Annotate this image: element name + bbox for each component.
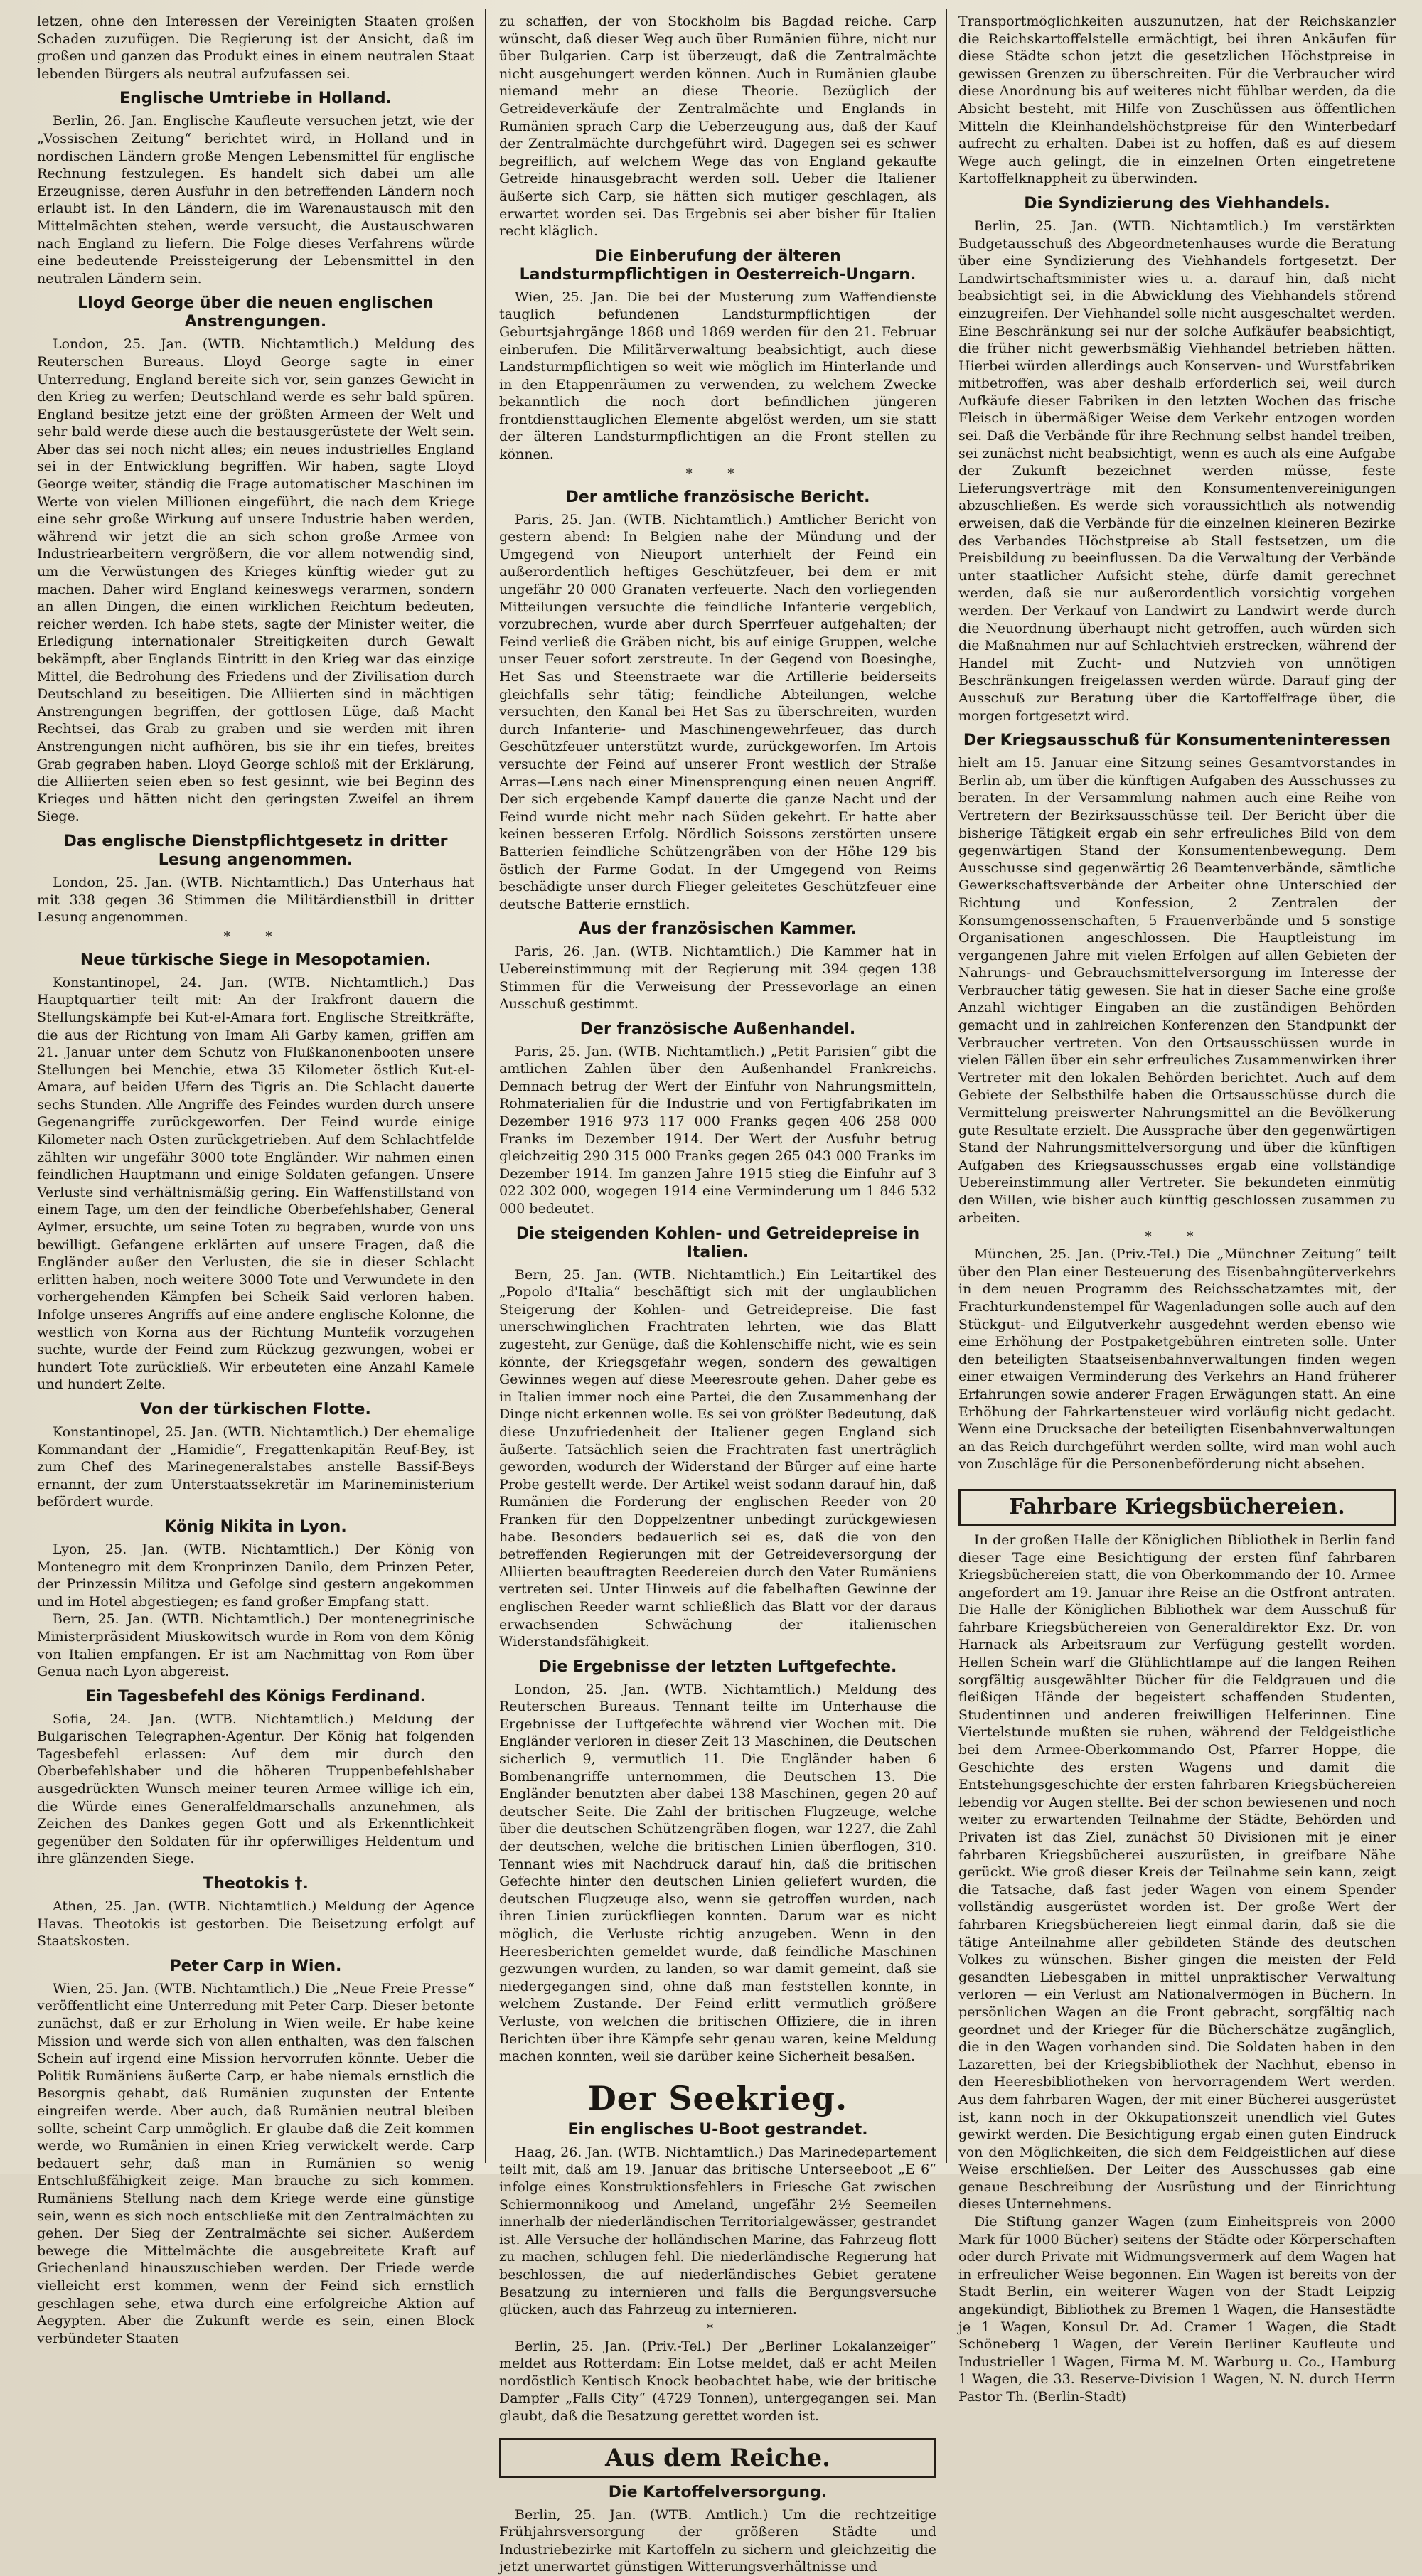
article-text: hielt am 15. Januar eine Sitzung seines Gesamtvorstandes in Berlin ab, um über die künftigen Aufgaben des Ausschusses zu beraten. In der Versammlung nahmen auch eine Reihe von Vertretern der Bezirksausschüsse teil. Der Bericht über die bisherige Tätigkeit ergab ein sehr erfreuliches Bild von dem gegenwärtigen Stand der Konsumentenbewegung. Dem Ausschusse sind gegenwärtig 26 Beamtenverbände, sämtliche Gewerkschaftsverbände der Arbeiter ohne Unterschied der Richtung und Konfession, 2 Zentralen der Konsumgenossenschaften, 5 Frauenverbände und 5 sonstige Organisationen angeschlossen. Die Hauptleistung im vergangenen Jahre mit vielen Erfolgen auf allen Gebieten der Nahrungs- und Gebrauchsmittelversorgung im Interesse der Verbraucher tätig gewesen. Sie hat in dieser Sache eine große Anzahl wichtiger Eingaben an die zuständigen Behörden gemacht und in zahlreichen Konferenzen den Standpunkt der Verbraucher vertreten. Von den Ortsausschüssen wurde in vielen Fällen über ein sehr erfreuliches Zusammenwirken ihrer Vertreter mit den lokalen Behörden berichtet. Auch auf dem Gebiete der Selbsthilfe haben die Ortsausschüsse durch die Vermittelung preiswerter Nahrungsmittel an die Bevölkerung gute Resultate erzielt. Die Aussprache über den gegenwärtigen Stand der Nahrungsmittelversorgung und über die künftigen Aufgaben des Kriegsausschusses ergab eine vollständige Uebereinstimmung aller Vertreter. Sie bekundeten einmütig den Willen, wie bisher auch künftig geschlossen zusammen zu arbeiten. [958, 755, 1396, 1226]
column-rule [485, 9, 486, 2163]
headline: Theotokis †. [203, 1875, 309, 1893]
headline: Englische Umtriebe in Holland. [119, 90, 392, 108]
article-text: Haag, 26. Jan. (WTB. Nichtamtlich.) Das Marinedepartement teilt mit, daß am 19. Januar das britische Unterseeboot „E 6“ infolge eines Konstruktionsfehlers in Friesche Gat zwischen Schiermonnikoog und Ameland, ungefähr 2½ Seemeilen innerhalb der niederländischen Territorialgewässer, gestrandet ist. Alle Versuche der holländischen Marine, das Fahrzeug flott zu machen, schlugen fehl. Die niederländische Regierung hat beschlossen, die auf niederländisches Gebiet geratene Besatzung zu internieren und falls die Bergungsversuche glücken, auch das Fahrzeug zu internieren. [499, 2144, 936, 2318]
headline: Das englische Dienstpflichtgesetz in dritter Lesung angenommen. [63, 832, 448, 869]
article-text: Wien, 25. Jan. Die bei der Musterung zum Waffendienste tauglich befundenen Landsturmpflichtigen der Geburtsjahrgänge 1868 und 1869 werden für den 21. Februar einberufen. Die Militärverwaltung beabsichtigt, auch diese Landsturmpflichtigen so weit wie möglich im Hinterlande und in den Etappenräumen zu verwenden, zu welchem Zwecke bekanntlich die noch dort befindlichen jüngeren frontdiensttauglichen Elemente abgelöst werden, um sie statt der älteren Landsturmpflichtigen an die Front stellen zu können. [499, 289, 936, 463]
headline: Die Ergebnisse der letzten Luftgefechte. [538, 1657, 897, 1676]
article-text: Die Stiftung ganzer Wagen (zum Einheitspreis von 2000 Mark für 1000 Bücher) seitens der Städte oder Körperschaften oder durch Private mit Widmungsvermerk auf dem Wagen hat in erfreulicher Weise begonnen. Ein Wagen ist bereits von der Stadt Berlin, ein weiterer Wagen von der Stadt Leipzig angekündigt, Bibliothek zu Bremen 1 Wagen, die Hansestädte je 1 Wagen, Konsul Dr. Ad. Cramer 1 Wagen, die Stadt Schöneberg 1 Wagen, der Verein Berliner Kaufleute und Industrieller 1 Wagen, Firma M. M. Warburg u. Co., Hamburg 1 Wagen, die 33. Reserve-Division 1 Wagen, N. N. durch Herrn Pastor Th. (Berlin-Stadt) [958, 2214, 1396, 2405]
article-text: Berlin, 26. Jan. Englische Kaufleute versuchen jetzt, wie der „Vossischen Zeitung“ berichtet wird, in Holland und in nordischen Ländern große Mengen Lebensmittel für englische Rechnung festzulegen. Es handelt sich dabei um alle Erzeugnisse, deren Ausfuhr in den betreffenden Ländern noch erlaubt ist. In den Ländern, die im Warenaustausch mit den Mittelmächten stehen, werde versucht, die Austauschwaren nach England zu liefern. Die Folge dieses Verfahrens würde eine bedeutende Preissteigerung der Lebensmittel in den neutralen Ländern sein. [37, 113, 474, 287]
headline: Der Kriegsausschuß für Konsumenteninteressen [963, 732, 1391, 750]
star-divider: * * [1145, 1229, 1209, 1245]
article-text: Berlin, 25. Jan. (WTB. Amtlich.) Um die rechtzeitige Frühjahrsversorgung der größeren Städte und Industriebezirke mit Kartoffeln zu sichern und gleichzeitig die jetzt unerwartet günstigen Witterungsverhältnisse und [499, 2506, 936, 2575]
article-text: Konstantinopel, 24. Jan. (WTB. Nichtamtlich.) Das Hauptquartier teilt mit: An der Irakfront dauern die Stellungskämpfe bei Kut-el-Amara fort. Englische Streitkräfte, die aus der Richtung von Imam Ali Garby kamen, griffen am 21. Januar unter dem Schutz von Flußkanonenbooten unsere Stellungen bei Menchie, etwa 35 Kilometer östlich Kut-el-Amara, auf beiden Ufern des Tigris an. Die Schlacht dauerte sechs Stunden. Alle Angriffe des Feindes wurden durch unsere Gegenangriffe zurückgeworfen. Der Feind wurde einige Kilometer nach Osten zurückgetrieben. Auf dem Schlachtfelde zählten wir ungefähr 3000 tote Engländer. Wir nahmen einen feindlichen Hauptmann und einige Soldaten gefangen. Unsere Verluste sind verhältnismäßig gering. Ein Waffenstillstand von einem Tage, um den der feindliche Oberbefehlshaber, General Aylmer, ersuchte, um seine Toten zu begraben, wurde von uns bewilligt. Gefangene erklärten auf unsere Fragen, daß die Engländer außer den Verlusten, die sie in dieser Schlacht erlitten haben, noch weitere 3000 Tote und Verwundete in den vorhergehenden Kämpfen bei Scheik Said verloren haben. Infolge unseres Angriffs auf eine andere englische Kolonne, die westlich von Korna aus der Richtung Muntefik vorzugehen suchte, wurde der Feind zum Rückzug gezwungen, wobei er hundert Tote zurückließ. Wir erbeuteten eine Anzahl Kamele und hundert Zelte. [37, 974, 474, 1393]
article-text: Lyon, 25. Jan. (WTB. Nichtamtlich.) Der König von Montenegro mit dem Kronprinzen Danilo, dem Prinzen Peter, der Prinzessin Militza und Gefolge sind gestern angekommen und im Hotel abgestiegen; es fand großer Empfang statt. [37, 1541, 474, 1610]
headline: Peter Carp in Wien. [169, 1957, 342, 1975]
article-text: Paris, 25. Jan. (WTB. Nichtamtlich.) „Petit Parisien“ gibt die amtlichen Zahlen über den Außenhandel Frankreichs. Demnach betrug der Wert der Einfuhr von Nahrungsmitteln, Rohmaterialien für die Industrie und von Fertigfabrikaten im Dezember 1916 973 117 000 Franks gegen 406 258 000 Franks im Dezember 1914. Der Wert der Ausfuhr betrug gleichzeitig 290 315 000 Franks gegen 265 043 000 Franks im Dezember 1914. Im ganzen Jahre 1915 stieg die Einfuhr auf 3 022 302 000, wogegen 1914 eine Verminderung um 1 846 532 000 bedeutet. [499, 1043, 936, 1217]
star-divider: * * [685, 466, 750, 481]
star-divider: * [707, 2321, 729, 2336]
column-left [37, 13, 474, 2346]
headline: Der französische Außenhandel. [579, 1020, 856, 1038]
headline: Die Syndizierung des Viehhandels. [1024, 194, 1330, 213]
article-text: Konstantinopel, 25. Jan. (WTB. Nichtamtlich.) Der ehemalige Kommandant der „Hamidie“, Fregattenkapitän Reuf-Bey, ist zum Chef des Marinegeneralstabes anstelle Bassif-Beys ernannt, der zum Unterstaatssekretär im Marineministerium befördert wurde. [37, 1423, 474, 1510]
article-text: London, 25. Jan. (WTB. Nichtamtlich.) Meldung des Reuterschen Bureaus. Lloyd George sagte in einer Unterredung, England bereite sich vor, sein ganzes Gewicht in den Krieg zu werfen; Deutschland werde es sehr bald spüren. England besitze jetzt eine der größten Armeen der Welt und sehr bald werde diese auch die bestausgerüstete der Welt sein. Aber das sei noch nicht alles; ein neues industrielles England sei in der Entwicklung begriffen. Wir haben, sagte Lloyd George weiter, ständig die Frage automatischer Maschinen im Werte von vielen Millionen eingeführt, die nach dem Kriege eine sehr große Wirkung auf unsere Industrie haben werden, während wir jetzt die an sich schon große Armee von Industriearbeitern vergrößern, die vor allem notwendig sind, um die Verwüstungen des Krieges künftig wieder gut zu machen. Daher wird England keineswegs verarmen, sondern an allen Dingen, die einen wirklichen Reichtum bedeuten, reicher werden. Ich habe stets, sagte der Minister weiter, die Erledigung internationaler Streitigkeiten durch Gewalt bekämpft, aber Englands Eintritt in den Krieg war das einzige Mittel, die Bedrohung des Friedens und der Zivilisation durch Deutschland zu beseitigen. Die Alliierten sind in mächtigen Anstrengungen begriffen, der gottlosen Lüge, daß Macht Rechtsei, das Grab zu graben und sie werden mit ihren Anstrengungen nicht aufhören, bis sie ihr ein tiefes, breites Grab gegraben haben. Lloyd George schloß mit der Erklärung, die Alliierten seien eben so fest gesinnt, wie bei Beginn des Krieges und hätten nicht den geringsten Zweifel an ihrem Siege. [37, 336, 474, 825]
headline: Lloyd George über die neuen englischen Anstrengungen. [77, 294, 434, 331]
article-text: In der großen Halle der Königlichen Bibliothek in Berlin fand dieser Tage eine Besichtigung der ersten fünf fahrbaren Kriegsbüchereien statt, die von Oberkommando der 10. Armee angefordert am 19. Januar ihre Reise an die Ostfront antraten. Die Halle der Königlichen Bibliothek war dem Ausschuß für fahrbare Kriegsbüchereien von Generaldirektor Exz. Dr. von Harnack als Arbeitsraum zur Verfügung gestellt worden. Hellen Schein warf die Glühlichtlampe auf die langen Reihen sorgfältig ausgewählter Bücher für die Feldgrauen und die fleißigen Hände der begeistert schaffenden Studenten, Studentinnen und anderen freiwilligen Helferinnen. Eine Viertelstunde mußten sie ruhen, während der Feldgeistliche bei dem Armee-Oberkommando Ost, Pfarrer Hoppe, die Geschichte des ersten Wagens und damit die Entstehungsgeschichte der ersten fahrbaren Kriegsbüchereien lebendig vor Augen stellte. Bei der schon bewiesenen und noch weiter zu erwartenden Teilnahme der Städte, Behörden und Privaten ist das Ziel, zunächst 50 Divisionen mit je einer fahrbaren Kriegsbücherei auszurüsten, in greifbare Nähe gerückt. Wie groß dieser Kreis der Teilnahme sein kann, zeigt die Tatsache, daß fast jeder Wagen von einem Spender vollständig ausgerüstet worden ist. Der große Wert der fahrbaren Kriegsbüchereien liegt einmal darin, daß sie die tätige Anteilnahme aller gebildeten Stände des deutschen Volkes zu wünschen. Bisher gingen die meisten der Feld gesandten Liebesgaben in mittel unpraktischer Verwaltung verloren — ein Verlust am Nationalvermögen in Büchern. In persönlichen Wagen an die Front gebracht, sorgfältig nach geordnet und der Krieger für die Bücherschätze zugänglich, die in den Wagen vorhanden sind. Die Soldaten haben in den Lazaretten, bei der Kriegsbibliothek der Nachhut, ebenso in den Heeresbibliotheken von hervorragendem Wert werden. Aus dem fahrbaren Wagen, der mit einer Bücherei ausgerüstet ist, kann noch in der Okkupationszeit unendlich viel Gutes gewirkt werden. Die Besichtigung ergab einen guten Eindruck von den Möglichkeiten, die sich dem Feldgeistlichen auf diese Weise erschließen. Der Leiter des Ausschusses gab eine genaue Beschreibung der Ausrüstung und der Einrichtung dieses Unternehmens. [958, 1532, 1396, 2213]
headline: Die Einberufung der älteren Landsturmpflichtigen in Oesterreich-Ungarn. [519, 247, 916, 284]
column-rule [946, 9, 947, 2163]
article-text: Paris, 26. Jan. (WTB. Nichtamtlich.) Die Kammer hat in Uebereinstimmung mit der Regierung mit 394 gegen 138 Stimmen für die Verweisung der Pressevorlage an einen Ausschuß gestimmt. [499, 944, 936, 1012]
article-text: letzen, ohne den Interessen der Vereinigten Staaten großen Schaden zuzufügen. Die Regierung ist der Ansicht, daß im großen und ganzen das Produkt eines in einem neutralen Staat lebenden Bürgers als neutral aufzufassen sei. [37, 14, 474, 82]
article-text: Berlin, 25. Jan. (Priv.-Tel.) Der „Berliner Lokalanzeiger“ meldet aus Rotterdam: Ein Lotse meldet, daß er acht Meilen nordöstlich Kentisch Knock beobachtet habe, wie der britische Dampfer „Falls City“ (4729 Tonnen), untergegangen sei. Man glaubt, daß die Besatzung gerettet worden ist. [499, 2338, 936, 2425]
article-text: Transportmöglichkeiten auszunutzen, hat der Reichskanzler die Reichskartoffelstelle ermächtigt, bei ihren Ankäufen für diese Städte schon jetzt die gesetzlichen Höchstpreise in gewissen Grenzen zu überschreiten. Für die Verbraucher wird diese Anordnung bis auf weiteres nicht fühlbar werden, da die Absicht besteht, mit Hilfe von Zuschüssen aus öffentlichen Mitteln die Kleinhandelshöchstpreise für den Winterbedarf aufrecht zu erhalten. Dabei ist zu hoffen, daß es auf diesem Wege auch gelingt, die in einzelnen Orten eingetretene Kartoffelknappheit zu überwinden. [958, 14, 1396, 187]
section-box-title: Aus dem Reiche. [499, 2438, 936, 2478]
headline: Ein Tagesbefehl des Königs Ferdinand. [85, 1687, 427, 1706]
headline: Die Kartoffelversorgung. [608, 2483, 828, 2501]
article-text: Bern, 25. Jan. (WTB. Nichtamtlich.) Der montenegrinische Ministerpräsident Miuskowitsch wurde in Rom von dem König von Italien empfangen. Er ist am Nachmittag von Rom über Genua nach Lyon abgereist. [37, 1611, 474, 1680]
article-text: München, 25. Jan. (Priv.-Tel.) Die „Münchner Zeitung“ teilt über den Plan einer Besteuerung des Eisenbahngüterverkehrs in dem neuen Programm des Reichsschatzamtes mit, der Frachturkundenstempel für Wagenladungen solle auch auf den Stückgut- und Eilgutverkehr ausgedehnt werden ebenso wie eine Erhöhung der Postpaketgebühren eintreten solle. Unter den beteiligten Staatseisenbahnverwaltungen finden wegen einer etwaigen Verminderung des Verkehrs an Hand früherer Erfahrungen sowie anderer Fragen Erwägungen statt. An eine Erhöhung der Fahrkartensteuer wird vorläufig nicht gedacht. Wenn eine Drucksache der beteiligten Eisenbahnverwaltungen an das Reich durchgeführt werden sollte, wird man wohl auch von Zuschläge für die Personenbeförderung nicht absehen. [958, 1246, 1396, 1473]
article-text: Athen, 25. Jan. (WTB. Nichtamtlich.) Meldung der Agence Havas. Theotokis ist gestorben. Die Beisetzung erfolgt auf Staatskosten. [37, 1898, 474, 1950]
article-text: Paris, 25. Jan. (WTB. Nichtamtlich.) Amtlicher Bericht von gestern abend: In Belgien nahe der Mündung und der Umgegend von Nieuport unterhielt der Feind ein außerordentlich heftiges Geschützfeuer, bei dem er mit ungefähr 20 000 Granaten verfeuerte. Nach den vorliegenden Mitteilungen versuchte die feindliche Infanterie vergeblich, vorzubrechen, wurde aber durch Sperrfeuer aufgehalten; der Feind verließ die Gräben nicht, bis auf einige Gruppen, welche unser Feuer sofort zerstreute. In der Gegend von Boesinghe, Het Sas und Steenstraete war die Artillerie beiderseits gleichfalls sehr tätig; feindliche Abteilungen, welche versuchten, den Kanal bei Het Sas zu überschreiten, wurden durch Infanterie- und Maschinengewehrfeuer, das durch Geschützfeuer unterstützt wurde, zurückgeworfen. Im Artois versuchte der Feind auf unserer Front westlich der Straße Arras—Lens nach einer Minensprengung einen neuen Angriff. Der sich ergebende Kampf dauerte die ganze Nacht und der Feind wurde nicht mehr nach Süden gekehrt. Er hatte aber keinen besseren Erfolg. Nördlich Soissons zerstörten unsere Batterien feindliche Schützengräben von der Höhe 129 bis östlich der Farme Godat. In der Umgegend von Reims beschädigte unser durch Flieger geleitetes Geschützfeuer eine deutsche Batterie ernstlich. [499, 511, 936, 912]
article-text: Berlin, 25. Jan. (WTB. Nichtamtlich.) Im verstärkten Budgetausschuß des Abgeordnetenhauses wurde die Beratung über eine Syndizierung des Viehhandels fortgesetzt. Der Landwirtschaftsminister wies u. a. darauf hin, daß nicht beabsichtigt sei, in die Abwicklung des Viehhandels störend einzugreifen. Der Viehhandel solle nicht ausgeschaltet werden. Eine Beschränkung sei nur der solche Aufkäufer beabsichtigt, die früher nicht gewerbsmäßig Viehhandel betrieben hätten. Hierbei würden allerdings auch Konserven- und Wurstfabriken mitbetroffen, was aber deshalb erforderlich sei, weil durch Aufkäufe dieser Fabriken in den letzten Wochen das frische Fleisch in übermäßiger Weise dem Verkehr entzogen worden sei. Daß die Verbände für ihre Rechnung selbst handel treiben, sei zunächst nicht beabsichtigt, wenn es auch als eine Aufgabe der Zukunft bezeichnet werden müsse, feste Lieferungsverträge mit den Konsumentenvereinigungen abzuschließen. Es werde sich voraussichtlich als notwendig erweisen, daß die Verbände für die einzelnen kleineren Bezirke des Verbandes Höchstpreise ab Stall festsetzen, um die Preisbildung zu beeinflussen. Da die Verwaltung der Verbände unter staatlicher Aufsicht stehe, dürfe damit gerechnet werden, daß sie nur außerordentlich vorsichtig vorgehen werden. Der Verkauf von Landwirt zu Landwirt werde durch die Neuordnung überhaupt nicht getroffen, auch würden sich die Maßnahmen nur auf Schlachtvieh erstrecken, während der Handel mit Zucht- und Nutzvieh von unnötigen Beschränkungen freigelassen werden würde. Darauf ging der Ausschuß zur Beratung über die Kartoffelfrage über, die morgen fortgesetzt wird. [958, 218, 1396, 724]
headline: Der amtliche französische Bericht. [565, 488, 870, 506]
article-text: Bern, 25. Jan. (WTB. Nichtamtlich.) Ein Leitartikel des „Popolo d'Italia“ beschäftigt sich mit der unglaublichen Steigerung der Kohlen- und Getreidepreise. Die fast unerschwinglichen Frachtraten lehrten, wie das Blatt zugesteht, zur Genüge, daß die Kohlenschiffe nicht, wie es sein könnte, der Kriegsgefahr wegen, sondern des gewaltigen Gewinnes wegen auf diese Meeresroute gehen. Daher gebe es in Italien immer noch eine Partei, die den Zusammenhang der Dinge nicht erkennen wolle. Es sei von größter Bedeutung, daß diese Unzufriedenheit der Italiener gegen England sich äußerte. Tatsächlich seien die Frachtraten fast unerträglich geworden, wodurch der Widerstand der Bürger auf eine harte Probe gestellt werde. Der Artikel weist sodann darauf hin, daß Rumänien die Forderung der englischen Reeder von 20 Franken für den Doppelzentner unbedingt zurückgewiesen habe. Besonders bedauerlich sei es, daß die von den betreffenden Regierungen mit der Getreideversorgung der Alliierten beauftragten Reedereien durch den Vater Rumäniens vertreten sei. Unter Hinweis auf die fabelhaften Gewinne der englischen Reeder warnt schließlich das Blatt vor der daraus erwachsenden Schwächung der italienischen Widerstandsfähigkeit. [499, 1266, 936, 1650]
headline: Von der türkischen Flotte. [140, 1400, 371, 1418]
article-text: Wien, 25. Jan. (WTB. Nichtamtlich.) Die „Neue Freie Presse“ veröffentlicht eine Unterredung mit Peter Carp. Dieser betonte zunächst, daß er zur Erholung in Wien weile. Er habe keine Mission und werde sich von allen enthalten, was den falschen Schein auf irgend eine Mission hervorrufen könnte. Ueber die Politik Rumäniens äußerte Carp, er habe niemals ernstlich die Besorgnis gehabt, daß Rumänien zugunsten der Entente eingreifen werde. Aber auch, daß Rumänien neutral bleiben sollte, scheint Carp unmöglich. Er glaube daß die Zeit kommen werde, wo Rumänien in einen Krieg verwickelt werde. Carp bedauert sehr, daß man in Rumänien so wenig Entschlußfähigkeit zeige. Man brauche zu sich kommen. Rumäniens Stellung nach dem Kriege werde eine günstige sein, wenn es sich noch entschließe mit den Zentralmächten zu gehen. Der Sieg der Zentralmächte sei sicher. Außerdem bewege die Mittelmächte die ausgebreitete Kraft auf Griechenland hinauszuschieben werden. Der Friede werde vielleicht erst kommen, wenn der Feind sich ernstlich geschlagen sehe, etwa durch eine erfolgreiche Aktion auf Aegypten. Aber die Zukunft werde es sein, einen Block verbündeter Staaten [37, 1980, 474, 2346]
article-text: zu schaffen, der von Stockholm bis Bagdad reiche. Carp wünscht, daß dieser Weg auch über Rumänien führe, nicht nur über Bulgarien. Carp ist überzeugt, daß die Zentralmächte nicht ausgehungert werden können. Auch in Rumänien glaube niemand mehr an diese Theorie. Bezüglich der Getreideverkäufe der Zentralmächte und Englands in Rumänien sprach Carp die Ueberzeugung aus, daß der Kauf der Zentralmächte durchgeführt wird. Dagegen sei es schwer begreiflich, auf welchem Wege das von England gekaufte Getreide hinausgebracht werden soll. Ueber die Italiener äußerte sich Carp, sie hätten sich mutiger geschlagen, als erwartet worden sei. Das Ergebnis sei aber bisher für Italien recht kläglich. [499, 14, 936, 240]
column-right [958, 13, 1396, 2405]
headline: König Nikita in Lyon. [164, 1517, 347, 1536]
headline: Neue türkische Siege in Mesopotamien. [80, 951, 432, 969]
article-text: London, 25. Jan. (WTB. Nichtamtlich.) Das Unterhaus hat mit 338 gegen 36 Stimmen die Militärdienstbill in dritter Lesung angenommen. [37, 874, 474, 926]
star-divider: * * [223, 929, 288, 944]
section-box-title: Fahrbare Kriegsbüchereien. [958, 1489, 1396, 1526]
section-title: Der Seekrieg. [587, 2078, 848, 2117]
headline: Die steigenden Kohlen- und Getreidepreise in Italien. [515, 1224, 920, 1261]
headline: Aus der französischen Kammer. [579, 920, 857, 939]
column-middle [499, 13, 936, 2575]
headline: Ein englisches U-Boot gestrandet. [567, 2120, 868, 2139]
article-text: Sofia, 24. Jan. (WTB. Nichtamtlich.) Meldung der Bulgarischen Telegraphen-Agentur. Der König hat folgenden Tagesbefehl erlassen: Auf dem mir durch den Oberbefehlshaber und die höheren Truppenbefehlshaber ausgedrückten Wunsch meiner teuren Armee willige ich ein, die Würde eines Generalfeldmarschalls anzunehmen, als Zeichen des Dankes gegen Gott und als Erkenntlichkeit gegenüber den Soldaten für ihr opferwilliges Heldentum und ihre glänzenden Siege. [37, 1711, 474, 1867]
article-text: London, 25. Jan. (WTB. Nichtamtlich.) Meldung des Reuterschen Bureaus. Tennant teilte im Unterhause die Ergebnisse der Luftgefechte während vier Wochen mit. Die Engländer verloren in dieser Zeit 13 Maschinen, die Deutschen sicherlich 9, vermutlich 11. Die Engländer haben 6 Bombenangriffe unternommen, die Deutschen 13. Die Engländer benutzten aber dabei 138 Maschinen, gegen 20 auf deutscher Seite. Die Zahl der britischen Flugzeuge, welche über die deutschen Schützengräben flogen, war 1227, die Zahl der deutschen, welche die britischen Linien überflogen, 310. Tennant wies mit Nachdruck darauf hin, daß die britischen Gefechte hinter den deutschen Linien geliefert wurden, die deutschen Flugzeuge also, wenn sie getroffen wurden, nach ihren Linien zurückfliegen konnten. Darum war es nicht möglich, die Verluste richtig anzugeben. Wenn in den Heeresberichten gemeldet wurde, daß feindliche Maschinen gezwungen wurden, zu landen, so war damit gemeint, daß sie niedergegangen sind, ohne daß man feststellen konnte, in welchem Zustande. Der Feind erlitt vermutlich größere Verluste, von welchen die britischen Offiziere, die in ihren Berichten über ihre Kämpfe sehr genau waren, keine Meldung machen konnten, weil sie darüber keine Sicherheit besaßen. [499, 1681, 936, 2065]
